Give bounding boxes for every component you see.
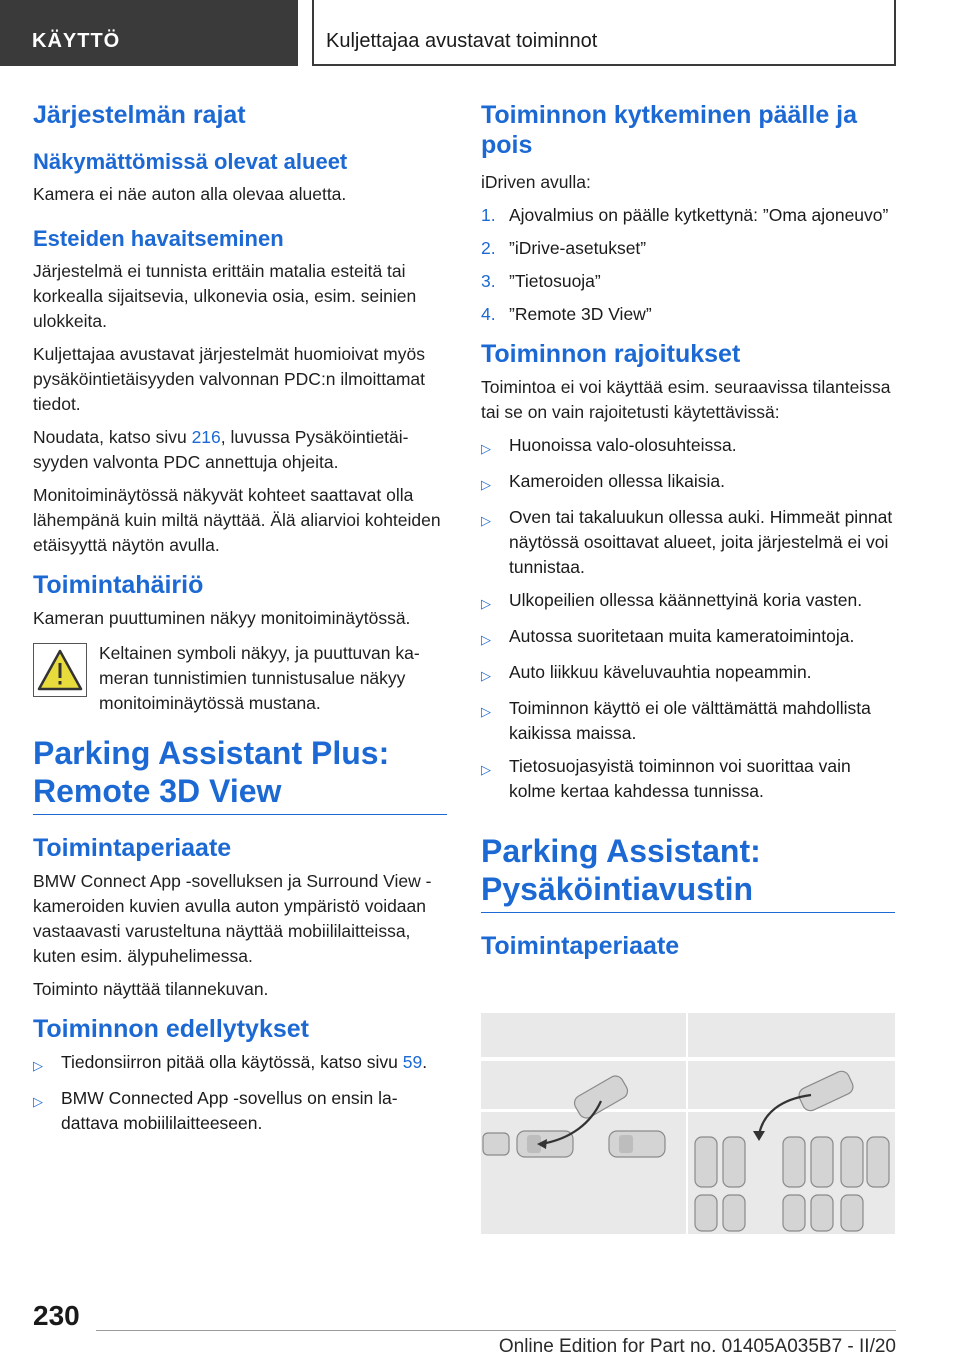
list-item: ▷ Tiedonsiirron pitää olla käytössä, katso sivu 59. bbox=[33, 1050, 447, 1078]
heading-invisible-areas: Näkymättömissä olevat alueet bbox=[33, 149, 348, 174]
list-item: ▷ Kameroiden ollessa likaisia. bbox=[481, 469, 895, 497]
steps-list bbox=[481, 203, 895, 327]
page-link-59[interactable]: 59 bbox=[402, 1052, 423, 1072]
paragraph-invisible-areas: Kamera ei näe auton alla olevaa aluetta. bbox=[33, 184, 347, 204]
warning-note bbox=[33, 641, 447, 716]
paragraph-principle-1: BMW Connect App -sovelluksen ja Surround View -kameroiden kuvien avulla auton ympäristö voidaan vastaavasti varusteltuna näyttää mobiililaitteissa, kuten esim. älypuhelimessa. bbox=[33, 871, 432, 966]
list-item: ▷ Huonoissa valo-olosuhteissa. bbox=[481, 433, 895, 461]
list-item: ▷ Tietosuojasyistä toiminnon voi suorittaa vain kolme kertaa kahdessa tunnissa. bbox=[481, 754, 895, 804]
page-header bbox=[0, 0, 960, 66]
left-column bbox=[33, 100, 447, 1146]
requirements-list bbox=[33, 1050, 447, 1136]
bullet-triangle-icon: ▷ bbox=[481, 704, 491, 719]
paragraph-idrive: iDriven avulla: bbox=[481, 172, 591, 192]
section-tab: KÄYTTÖ bbox=[0, 0, 298, 66]
list-item: ▷ Oven tai takaluukun ollessa auki. Himmeät pinnat näytössä osoittavat alueet, joita järjestelmä ei voi tunnistaa. bbox=[481, 505, 895, 580]
heading-operating-principle-2: Toimintaperiaate bbox=[481, 932, 680, 960]
heading-requirements: Toiminnon edellytykset bbox=[33, 1015, 309, 1043]
limitations-list bbox=[481, 433, 895, 804]
page-number: 230 bbox=[33, 1300, 80, 1331]
warning-triangle-icon bbox=[33, 643, 87, 697]
list-item: 3. ”Tietosuoja” bbox=[481, 271, 601, 291]
bullet-triangle-icon: ▷ bbox=[481, 596, 491, 611]
list-item: ▷ Auto liikkuu käveluvauhtia nopeammin. bbox=[481, 660, 895, 688]
paragraph-malfunction: Kameran puuttuminen näkyy monitoiminäytössä. bbox=[33, 608, 411, 628]
heading-obstacle-detection: Esteiden havaitseminen bbox=[33, 226, 284, 251]
list-item: 2. ”iDrive-asetukset” bbox=[481, 238, 647, 258]
bullet-triangle-icon: ▷ bbox=[481, 762, 491, 777]
paragraph-obstacles-2: Kuljettajaa avustavat järjestelmät huomioivat myös pysäköintietäisyyden valvonnan PDC:n ilmoittamat tiedot. bbox=[33, 344, 425, 414]
footer-divider bbox=[96, 1330, 896, 1331]
bullet-triangle-icon: ▷ bbox=[33, 1058, 43, 1073]
list-item: ▷ Autossa suoritetaan muita kameratoimintoja. bbox=[481, 624, 895, 652]
paragraph-obstacles-4: Monitoiminäytössä näkyvät kohteet saattavat olla lähempänä kuin miltä näyttää. Älä aliarvioi kohteiden etäisyyttä näytön avulla. bbox=[33, 485, 441, 555]
right-column bbox=[481, 100, 895, 967]
bullet-triangle-icon: ▷ bbox=[481, 668, 491, 683]
list-item: ▷ BMW Connected App -sovellus on ensin ladattava mobiililaitteeseen. bbox=[33, 1086, 447, 1136]
page-link-216[interactable]: 216 bbox=[191, 427, 221, 447]
list-item: 4. ”Remote 3D View” bbox=[481, 304, 652, 324]
paragraph-function-limits: Toimintoa ei voi käyttää esim. seuraavissa tilanteissa tai se on vain rajoitetusti käytettävissä: bbox=[481, 377, 891, 422]
list-item: ▷ Toiminnon käyttö ei ole välttämättä mahdollista kaikissa maissa. bbox=[481, 696, 895, 746]
heading-operating-principle: Toimintaperiaate bbox=[33, 834, 232, 862]
bullet-triangle-icon: ▷ bbox=[33, 1094, 43, 1109]
paragraph-obstacles-3: Noudata, katso sivu 216, luvussa Pysäköintietäisyyden valvonta PDC annettuja ohjeita. bbox=[33, 427, 409, 472]
parking-illustration bbox=[481, 1013, 895, 1234]
bullet-triangle-icon: ▷ bbox=[481, 632, 491, 647]
chapter-title: Kuljettajaa avustavat toiminnot bbox=[312, 0, 896, 66]
parking-diagram-image bbox=[481, 1013, 895, 1234]
warning-text: Keltainen symboli näkyy, ja puuttuvan kameran tunnistimien tunnistusalue näkyy monitoiminäytössä mustana. bbox=[99, 643, 420, 713]
paragraph-obstacles-1: Järjestelmä ei tunnista erittäin matalia esteitä tai korkealla sijaitsevia, ulkonevia osia, esim. seinien ulokkeita. bbox=[33, 261, 417, 331]
bullet-triangle-icon: ▷ bbox=[481, 477, 491, 492]
heading-system-limits: Järjestelmän rajat bbox=[33, 101, 246, 129]
bullet-triangle-icon: ▷ bbox=[481, 513, 491, 528]
heading-function-limits: Toiminnon rajoitukset bbox=[481, 340, 741, 368]
footer-edition: Online Edition for Part no. 01405A035B7 - II/20 bbox=[498, 1336, 896, 1357]
heading-remote-3d-view: Parking Assistant Plus: Remote 3D View bbox=[33, 734, 447, 815]
list-item: ▷ Ulkopeilien ollessa käännettyinä koria vasten. bbox=[481, 588, 895, 616]
paragraph-principle-2: Toiminto näyttää tilannekuvan. bbox=[33, 979, 269, 999]
heading-switch-on-off: Toiminnon kytkeminen päälle ja pois bbox=[481, 101, 858, 159]
heading-parking-assistant: Parking Assistant: Pysäköintiavustin bbox=[481, 832, 895, 913]
heading-malfunction: Toimintahäiriö bbox=[33, 571, 204, 599]
bullet-triangle-icon: ▷ bbox=[481, 441, 491, 456]
list-item: 1. Ajovalmius on päälle kytkettynä: ”Oma ajoneuvo” bbox=[481, 205, 889, 225]
